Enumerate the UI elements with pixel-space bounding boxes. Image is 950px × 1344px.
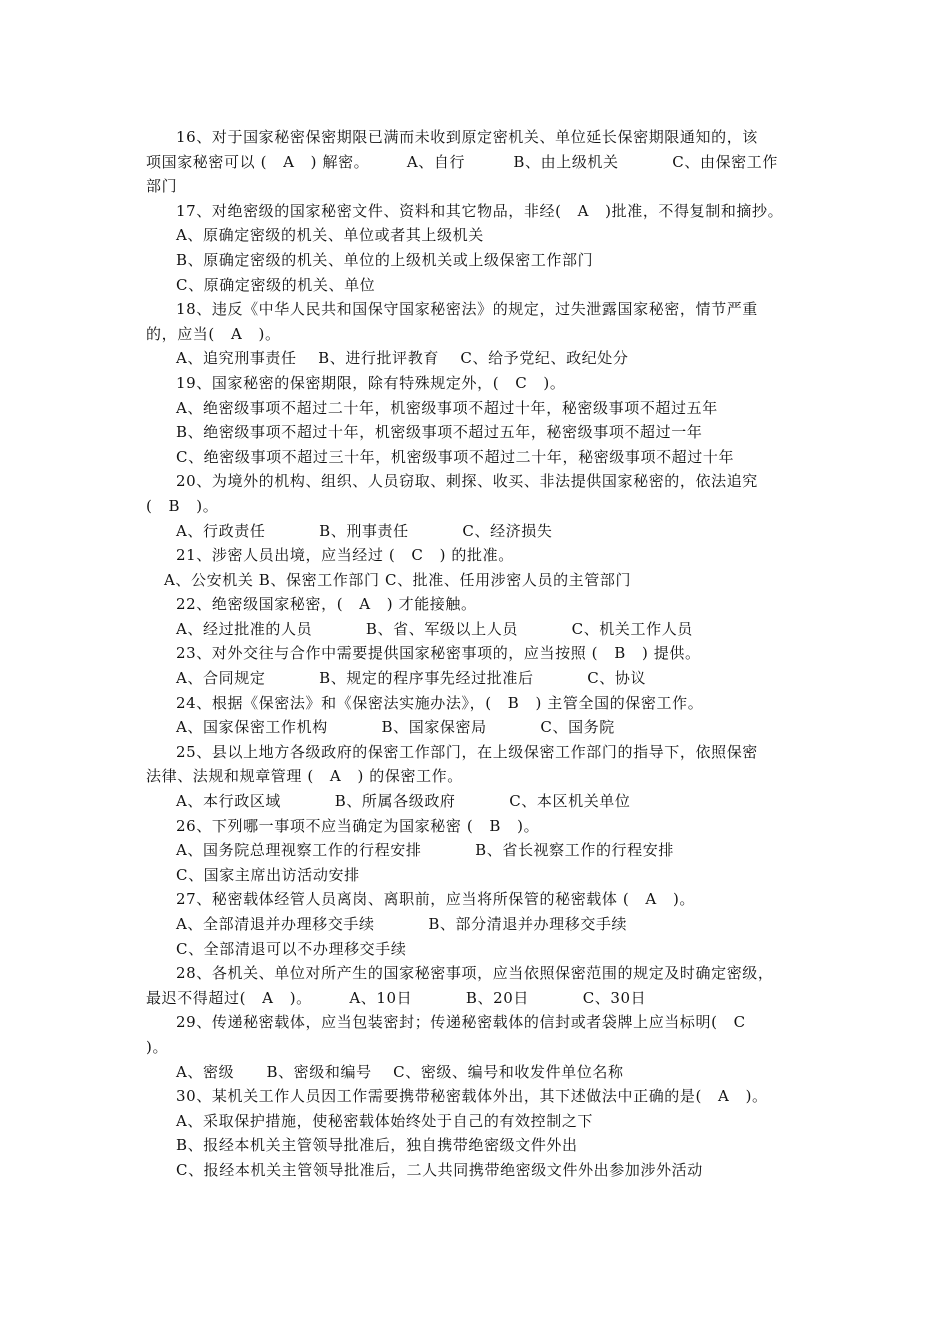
q17-option-a: A、原确定密级的机关、单位或者其上级机关 [176,226,484,245]
q18-line-1: 18、违反《中华人民共和国保守国家秘密法》的规定，过失泄露国家秘密，情节严重 [176,300,758,319]
q17-question: 17、对绝密级的国家秘密文件、资料和其它物品，非经( A )批准，不得复制和摘抄。 [176,201,784,220]
q27-options-ab: A、全部清退并办理移交手续 B、部分清退并办理移交手续 [176,915,628,933]
q29-options: A、密级 B、密级和编号 C、密级、编号和收发件单位名称 [176,1062,624,1081]
q23-question: 23、对外交往与合作中需要提供国家秘密事项的，应当按照 ( B ) 提供。 [176,644,701,663]
q20-line-2: ( B )。 [146,496,219,515]
q26-option-c: C、国家主席出访活动安排 [176,865,360,884]
q28-line-2: 最迟不得超过( A )。 A、10日 B、20日 C、30日 [146,988,647,1007]
q25-line-2: 法律、法规和规章管理 ( A ) 的保密工作。 [146,767,463,786]
q25-line-1: 25、县以上地方各级政府的保密工作部门，在上级保密工作部门的指导下，依照保密 [176,742,758,761]
q30-option-a: A、采取保护措施，使秘密载体始终处于自己的有效控制之下 [176,1111,594,1130]
q29-line-2: )。 [146,1037,169,1056]
q17-option-b: B、原确定密级的机关、单位的上级机关或上级保密工作部门 [176,250,594,269]
q30-option-b: B、报经本机关主管领导批准后，独自携带绝密级文件外出 [176,1136,578,1155]
q25-options: A、本行政区域 B、所属各级政府 C、本区机关单位 [176,792,631,811]
q30-option-c: C、报经本机关主管领导批准后，二人共同携带绝密级文件外出参加涉外活动 [176,1160,703,1179]
q26-options-ab: A、国务院总理视察工作的行程安排 B、省长视察工作的行程安排 [176,841,674,860]
q16-line-3: 部门 [146,177,178,196]
q19-option-c: C、绝密级事项不超过三十年，机密级事项不超过二十年，秘密级事项不超过十年 [176,447,735,466]
q19-question: 19、国家秘密的保密期限，除有特殊规定外，( C )。 [176,373,566,392]
q26-question: 26、下列哪一事项不应当确定为国家秘密 ( B )。 [176,816,540,835]
q22-question: 22、绝密级国家秘密，( A ) 才能接触。 [176,595,477,614]
q27-option-c: C、全部清退可以不办理移交手续 [176,939,407,958]
q28-line-1: 28、各机关、单位对所产生的国家秘密事项，应当依照保密范围的规定及时确定密级， [176,964,774,983]
q19-option-a: A、绝密级事项不超过二十年，机密级事项不超过十年，秘密级事项不超过五年 [176,398,718,417]
q29-line-1: 29、传递秘密载体，应当包装密封；传递秘密载体的信封或者袋牌上应当标明( C [176,1013,746,1032]
q20-options: A、行政责任 B、刑事责任 C、经济损失 [176,521,553,540]
q18-options: A、追究刑事责任 B、进行批评教育 C、给予党纪、政纪处分 [176,349,629,368]
q23-options: A、合同规定 B、规定的程序事先经过批准后 C、协议 [176,669,647,688]
q18-line-2: 的，应当( A )。 [146,324,281,343]
q27-question: 27、秘密载体经管人员离岗、离职前，应当将所保管的秘密载体 ( A )。 [176,890,696,909]
q16-line-1: 16、对于国家秘密保密期限已满而未收到原定密机关、单位延长保密期限通知的，该 [176,128,758,146]
q24-options: A、国家保密工作机构 B、国家保密局 C、国务院 [176,718,615,737]
q20-line-1: 20、为境外的机构、组织、人员窃取、刺探、收买、非法提供国家秘密的，依法追究 [176,472,758,491]
q24-question: 24、根据《保密法》和《保密法实施办法》，( B ) 主管全国的保密工作。 [176,693,704,712]
q19-option-b: B、绝密级事项不超过十年，机密级事项不超过五年，秘密级事项不超过一年 [176,423,703,442]
q17-option-c: C、原确定密级的机关、单位 [176,275,376,294]
q22-options: A、经过批准的人员 B、省、军级以上人员 C、机关工作人员 [176,619,693,638]
q16-line-2: 项国家秘密可以 ( A ) 解密。 A、自行 B、由上级机关 C、由保密工作 [146,152,778,171]
q30-question: 30、某机关工作人员因工作需要携带秘密载体外出，其下述做法中正确的是( A )。 [176,1087,768,1106]
q21-question: 21、涉密人员出境，应当经过 ( C ) 的批准。 [176,546,514,565]
q21-options: A、公安机关 B、保密工作部门 C、批准、任用涉密人员的主管部门 [164,570,632,589]
